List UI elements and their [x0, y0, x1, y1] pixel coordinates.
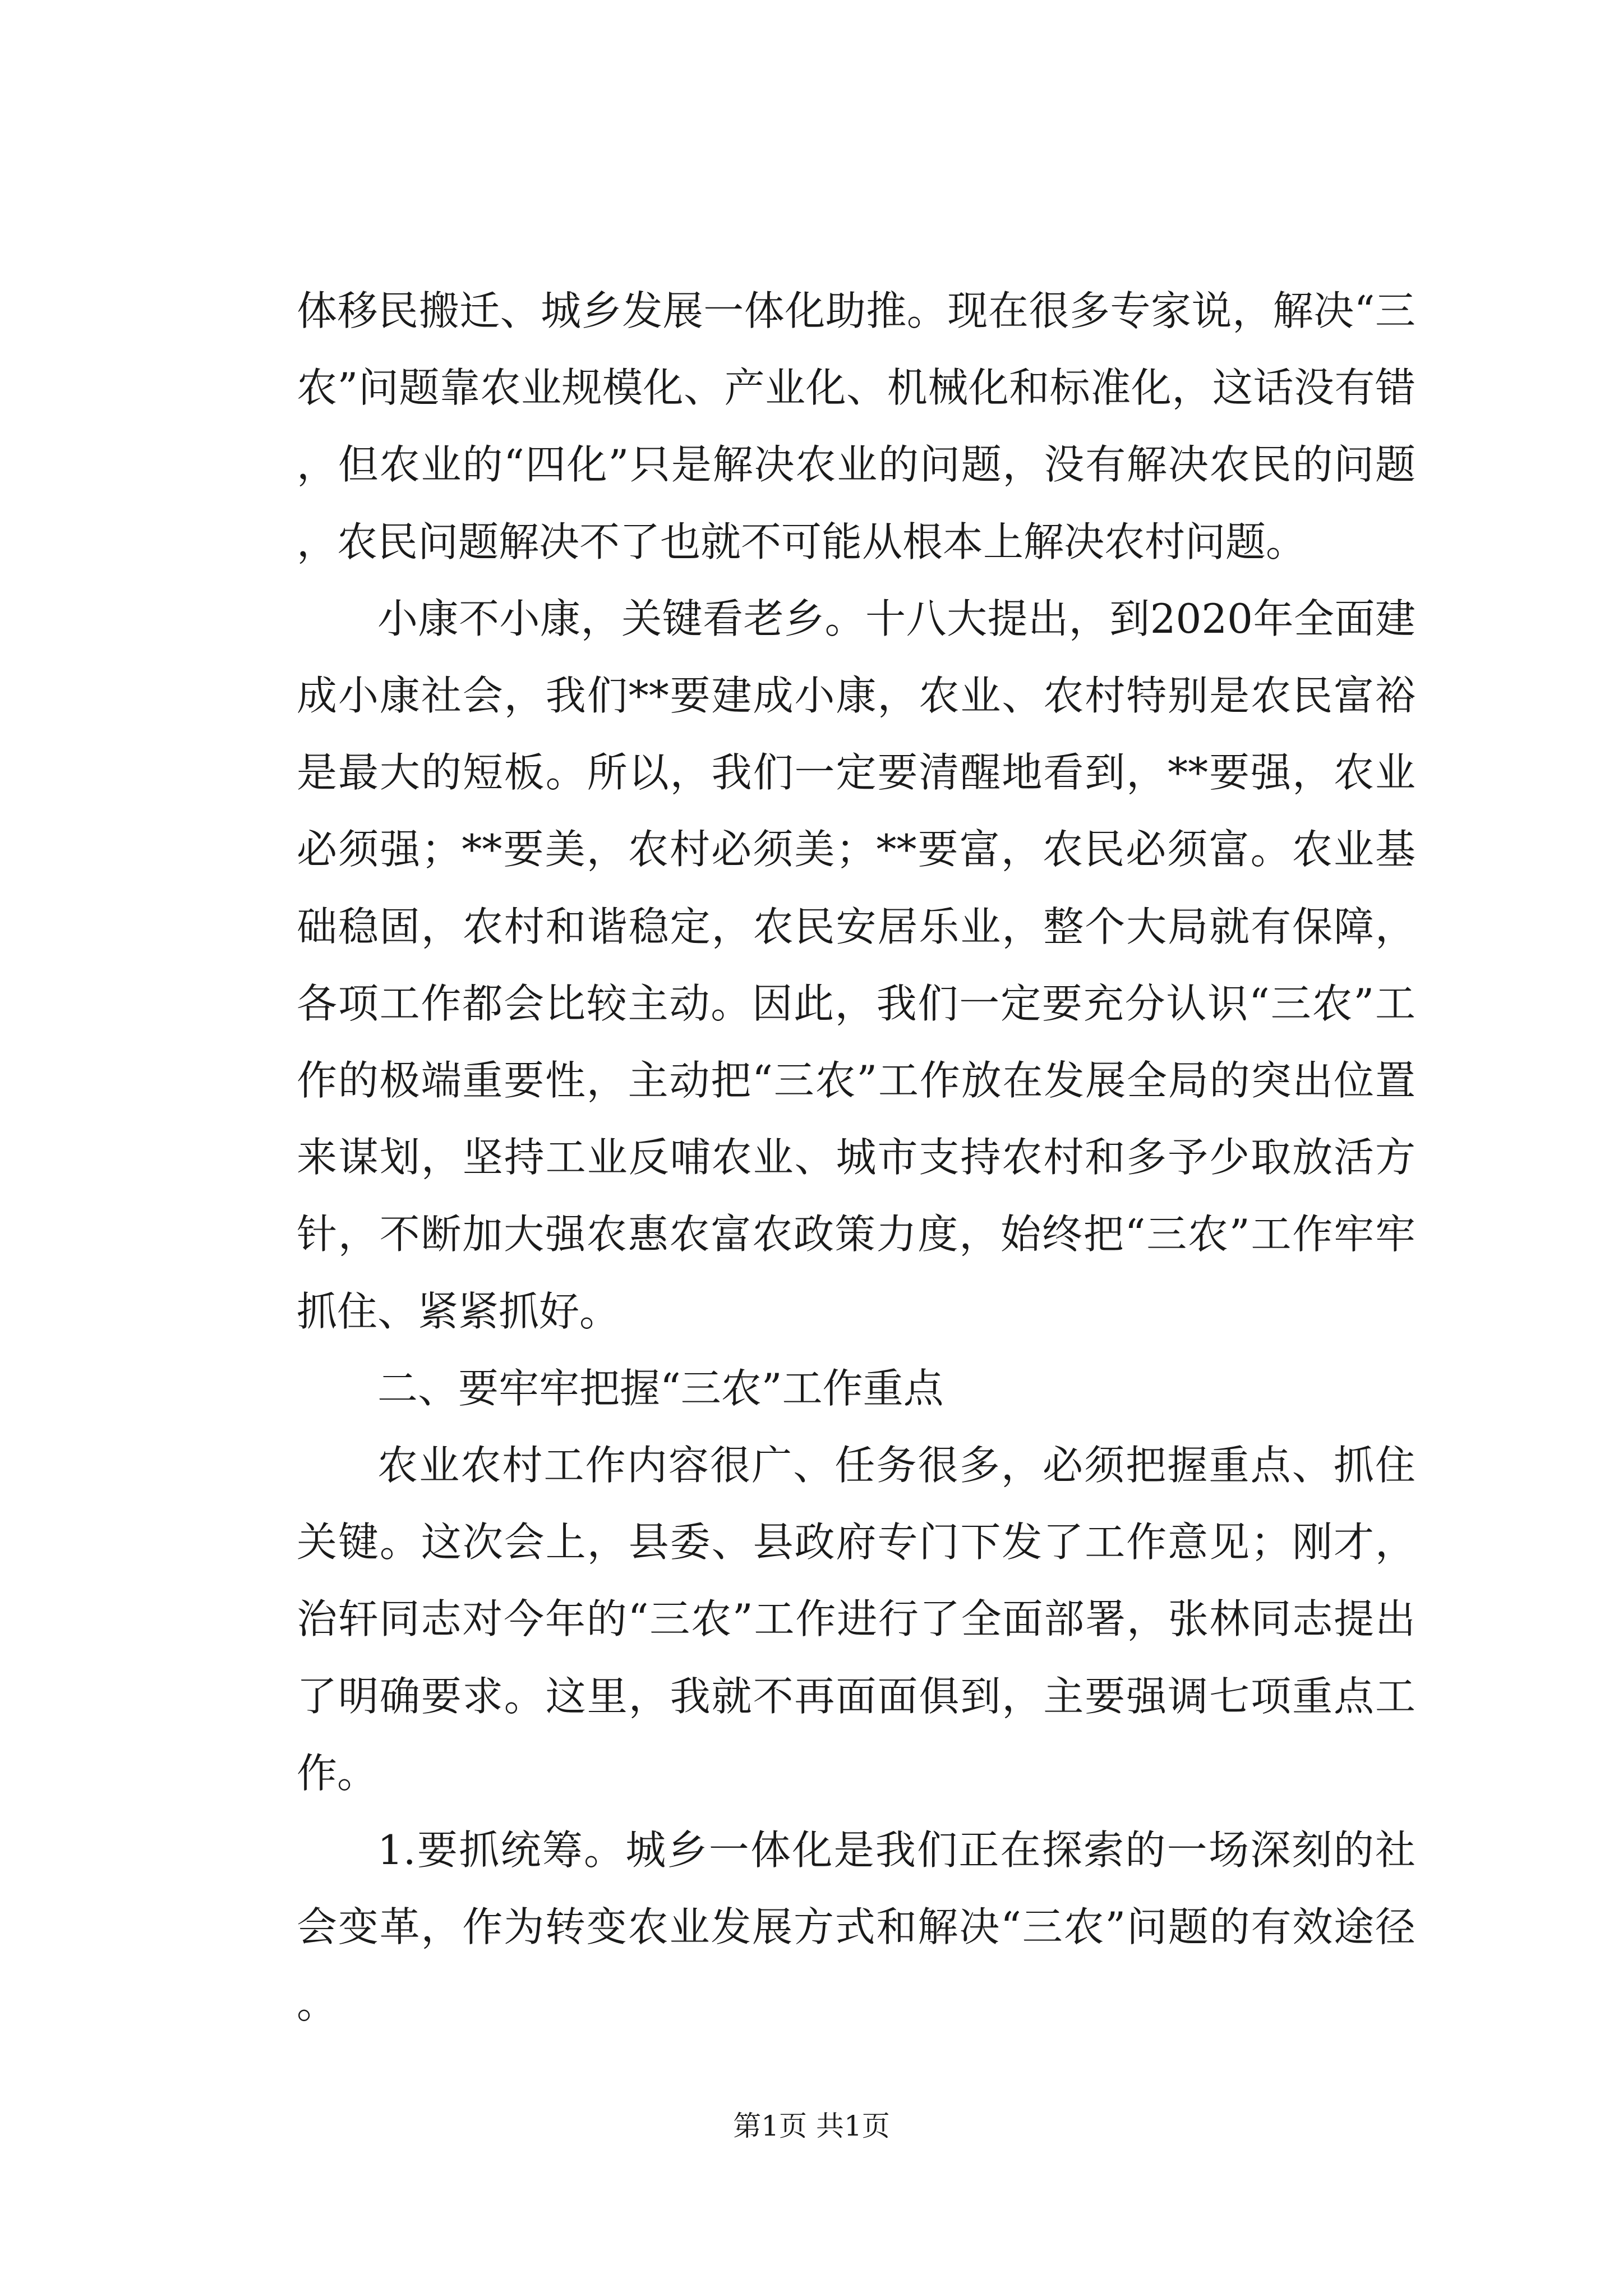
paragraph-item-1: 1.要抓统筹。城乡一体化是我们正在探索的一场深刻的社会变革，作为转变农业发展方式和解决“三农”问题的有效途径。: [297, 1826, 1415, 2028]
paragraph-key-work: 农业农村工作内容很广、任务很多，必须把握重点、抓住关键。这次会上，县委、县政府专门下发了工作意见；刚才，治轩同志对今年的“三农”工作进行了全面部署，张林同志提出了明确要求。这里，我就不再面面俱到，主要强调七项重点工作。: [297, 1442, 1415, 1797]
section-heading: 二、要牢牢把握“三农”工作重点: [377, 1364, 944, 1412]
document-body: [297, 273, 1415, 2043]
paragraph-xiaokang: 小康不小康，关键看老乡。十八大提出，到2020年全面建成小康社会，我们**要建成小康，农业、农村特别是农民富裕是最大的短板。所以，我们一定要清醒地看到，**要强，农业必须强；**要美，农村必须美；**要富，农民必须富。农业基础稳固，农村和谐稳定，农民安居乐业，整个大局就有保障，各项工作都会比较主动。因此，我们一定要充分认识“三农”工作的极端重要性，主动把“三农”工作放在发展全局的突出位置来谋划，坚持工业反哺农业、城市支持农村和多予少取放活方针，不断加大强农惠农富农政策力度，始终把“三农”工作牢牢抓住、紧紧抓好。: [297, 595, 1415, 1335]
page-footer: 第1页 共1页: [733, 2110, 890, 2142]
paragraph-continuation: 体移民搬迁、城乡发展一体化助推。现在很多专家说，解决“三农”问题靠农业规模化、产业化、机械化和标准化，这话没有错，但农业的“四化”只是解决农业的问题，没有解决农民的问题，农民问题解决不了也就不可能从根本上解决农村问题。: [297, 287, 1415, 565]
